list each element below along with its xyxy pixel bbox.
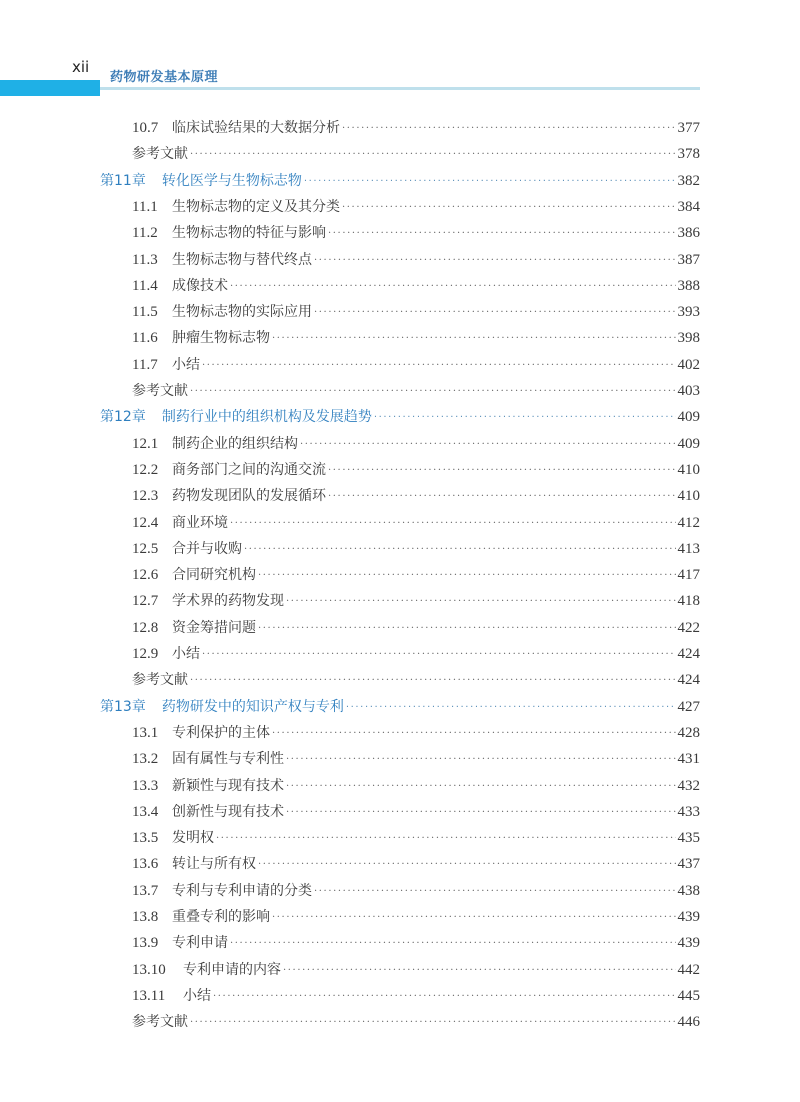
entry-title: 专利申请 xyxy=(172,935,228,952)
section-number: 13.1 xyxy=(132,724,159,741)
entry-title: 专利与专利申请的分类 xyxy=(172,882,312,899)
page-ref: 433 xyxy=(677,803,700,820)
dot-leader xyxy=(283,958,676,984)
toc-section-entry[interactable] xyxy=(132,220,700,246)
page-ref: 377 xyxy=(677,120,700,136)
dot-leader xyxy=(342,195,676,221)
section-number: 13.4 xyxy=(132,803,159,820)
toc-section-entry[interactable] xyxy=(132,457,700,483)
page-ref: 403 xyxy=(677,383,700,399)
dot-leader xyxy=(286,774,676,800)
dot-leader xyxy=(286,589,676,615)
page-ref: 387 xyxy=(677,251,700,268)
toc-section-entry[interactable] xyxy=(132,957,700,983)
section-number: 13.3 xyxy=(132,777,159,794)
toc-section-entry[interactable] xyxy=(132,904,700,930)
entry-title: 参考文献 xyxy=(132,1014,188,1031)
dot-leader xyxy=(304,169,676,195)
page-ref: 442 xyxy=(677,961,700,978)
toc-section-entry[interactable] xyxy=(132,930,700,956)
entry-title: 发明权 xyxy=(172,830,214,847)
toc-section-entry[interactable] xyxy=(132,562,700,588)
dot-leader xyxy=(230,931,676,957)
book-title: 药物研发基本原理 xyxy=(110,70,219,85)
page-ref: 382 xyxy=(677,172,700,189)
entry-title: 制药企业的组织结构 xyxy=(172,435,298,452)
dot-leader xyxy=(190,668,676,694)
section-number: 12.1 xyxy=(132,435,159,452)
toc-section-entry[interactable] xyxy=(132,641,700,667)
toc-section-entry[interactable] xyxy=(132,799,700,825)
entry-title: 小结 xyxy=(172,646,200,662)
page-ref: 398 xyxy=(677,330,700,347)
dot-leader xyxy=(314,879,676,905)
dot-leader xyxy=(230,511,676,537)
entry-title: 生物标志物的实际应用 xyxy=(172,304,312,321)
dot-leader xyxy=(190,1010,676,1036)
toc-section-entry[interactable] xyxy=(132,615,700,641)
page-ref: 438 xyxy=(677,882,700,899)
section-number: 13.2 xyxy=(132,751,159,768)
toc-section-entry[interactable] xyxy=(132,588,700,614)
dot-leader xyxy=(272,905,676,931)
entry-title: 创新性与现有技术 xyxy=(172,803,284,820)
page-ref: 402 xyxy=(677,356,700,373)
section-number: 12.2 xyxy=(132,461,159,478)
dot-leader xyxy=(328,221,676,247)
dot-leader xyxy=(190,379,676,405)
entry-title: 成像技术 xyxy=(172,277,228,294)
dot-leader xyxy=(374,405,676,431)
page-ref: 412 xyxy=(677,514,700,531)
toc-section-entry[interactable] xyxy=(132,194,700,220)
page-header xyxy=(0,0,800,110)
section-number: 11.3 xyxy=(132,251,158,268)
section-number: 12.6 xyxy=(132,567,159,584)
entry-title: 合同研究机构 xyxy=(172,567,256,584)
page-ref: 410 xyxy=(677,488,700,505)
toc-section-entry[interactable] xyxy=(132,483,700,509)
page-number: xii xyxy=(72,58,90,76)
entry-title: 商业环境 xyxy=(172,514,228,531)
chapter-number: 第11章 xyxy=(100,172,146,189)
entry-title: 小结 xyxy=(172,356,200,373)
section-number: 11.7 xyxy=(132,356,158,373)
entry-title: 参考文献 xyxy=(132,146,188,163)
dot-leader xyxy=(216,826,676,852)
dot-leader xyxy=(272,326,676,352)
page-ref: 410 xyxy=(677,461,700,478)
entry-title: 专利保护的主体 xyxy=(172,724,270,741)
dot-leader xyxy=(286,800,676,826)
section-number: 13.8 xyxy=(132,909,159,925)
section-number: 13.10 xyxy=(132,961,166,978)
entry-title: 学术界的药物发现 xyxy=(172,593,284,610)
section-number: 10.7 xyxy=(132,120,159,136)
entry-title: 资金筹措问题 xyxy=(172,619,256,636)
page-ref: 384 xyxy=(677,198,700,215)
dot-leader xyxy=(258,563,676,589)
toc-section-entry[interactable] xyxy=(132,273,700,299)
page-ref: 409 xyxy=(677,435,700,452)
toc-references-entry[interactable] xyxy=(132,667,700,693)
dot-leader xyxy=(300,432,676,458)
dot-leader xyxy=(230,274,676,300)
dot-leader xyxy=(258,852,676,878)
entry-title: 生物标志物的特征与影响 xyxy=(172,225,326,242)
dot-leader xyxy=(314,300,676,326)
toc-references-entry[interactable] xyxy=(132,378,700,404)
toc-section-entry[interactable] xyxy=(132,878,700,904)
section-number: 13.5 xyxy=(132,830,159,847)
page-ref: 446 xyxy=(677,1014,700,1031)
section-number: 12.8 xyxy=(132,619,159,636)
entry-title: 专利申请的内容 xyxy=(183,961,281,978)
section-number: 12.4 xyxy=(132,514,159,531)
page-ref: 422 xyxy=(677,619,700,636)
toc-section-entry[interactable] xyxy=(132,115,700,141)
page-ref: 413 xyxy=(677,540,700,557)
page-ref: 417 xyxy=(677,567,700,584)
dot-leader xyxy=(190,142,676,168)
toc-section-entry[interactable] xyxy=(132,299,700,325)
dot-leader xyxy=(258,616,676,642)
entry-title: 新颖性与现有技术 xyxy=(172,777,284,794)
chapter-number: 第13章 xyxy=(100,698,146,715)
page-ref: 428 xyxy=(677,724,700,741)
section-number: 12.5 xyxy=(132,540,159,557)
toc-references-entry[interactable] xyxy=(132,141,700,167)
entry-title: 小结 xyxy=(183,987,211,1004)
section-number: 13.7 xyxy=(132,882,159,899)
header-accent-bar xyxy=(0,80,100,96)
toc-chapter-entry[interactable] xyxy=(100,694,700,720)
page-ref: 435 xyxy=(677,830,700,847)
dot-leader xyxy=(213,984,676,1010)
page-ref: 445 xyxy=(677,987,700,1004)
entry-title: 转让与所有权 xyxy=(172,856,256,873)
header-rule xyxy=(100,87,700,90)
page-ref: 424 xyxy=(677,646,700,662)
section-number: 11.2 xyxy=(132,225,158,242)
page-ref: 393 xyxy=(677,304,700,321)
entry-title: 固有属性与专利性 xyxy=(172,751,284,768)
dot-leader xyxy=(328,484,676,510)
toc-section-entry[interactable] xyxy=(132,431,700,457)
entry-title: 参考文献 xyxy=(132,383,188,399)
entry-title: 生物标志物与替代终点 xyxy=(172,251,312,268)
toc-section-entry[interactable] xyxy=(132,536,700,562)
toc-section-entry[interactable] xyxy=(132,247,700,273)
section-number: 12.3 xyxy=(132,488,159,505)
section-number: 13.6 xyxy=(132,856,159,873)
toc-section-entry[interactable] xyxy=(132,325,700,351)
entry-title: 合并与收购 xyxy=(172,540,242,557)
entry-title: 重叠专利的影响 xyxy=(172,909,270,925)
entry-title: 转化医学与生物标志物 xyxy=(161,172,302,189)
toc-section-entry[interactable] xyxy=(132,352,700,378)
dot-leader xyxy=(328,458,676,484)
page-ref: 418 xyxy=(677,593,700,610)
toc-section-entry[interactable] xyxy=(132,825,700,851)
toc-section-entry[interactable] xyxy=(132,510,700,536)
section-number: 11.5 xyxy=(132,304,158,321)
toc-section-entry[interactable] xyxy=(132,746,700,772)
chapter-number: 第12章 xyxy=(100,409,146,426)
page-ref: 431 xyxy=(677,751,700,768)
dot-leader xyxy=(342,116,676,142)
page-ref: 388 xyxy=(677,277,700,294)
dot-leader xyxy=(272,721,676,747)
dot-leader xyxy=(244,537,676,563)
page-ref: 432 xyxy=(677,777,700,794)
entry-title: 药物研发中的知识产权与专利 xyxy=(161,698,344,715)
section-number: 12.7 xyxy=(132,593,159,610)
toc-section-entry[interactable] xyxy=(132,983,700,1009)
toc-chapter-entry[interactable] xyxy=(100,404,700,430)
section-number: 12.9 xyxy=(132,646,159,662)
page-ref: 378 xyxy=(677,146,700,163)
dot-leader xyxy=(314,248,676,274)
toc-chapter-entry[interactable] xyxy=(100,168,700,194)
dot-leader xyxy=(346,695,676,721)
entry-title: 药物发现团队的发展循环 xyxy=(172,488,326,505)
dot-leader xyxy=(202,642,676,668)
entry-title: 临床试验结果的大数据分析 xyxy=(172,120,340,136)
section-number: 13.11 xyxy=(132,987,166,1004)
page-ref: 439 xyxy=(677,935,700,952)
toc-section-entry[interactable] xyxy=(132,851,700,877)
page-ref: 439 xyxy=(677,909,700,925)
page-ref: 424 xyxy=(677,672,700,689)
dot-leader xyxy=(286,747,676,773)
entry-title: 商务部门之间的沟通交流 xyxy=(172,461,326,478)
section-number: 11.4 xyxy=(132,277,158,294)
dot-leader xyxy=(202,353,676,379)
section-number: 13.9 xyxy=(132,935,159,952)
page-ref: 386 xyxy=(677,225,700,242)
page-ref: 409 xyxy=(677,409,700,426)
entry-title: 制药行业中的组织机构及发展趋势 xyxy=(161,409,372,426)
entry-title: 参考文献 xyxy=(132,672,188,689)
page-ref: 437 xyxy=(677,856,700,873)
toc-references-entry[interactable] xyxy=(132,1009,700,1035)
toc-section-entry[interactable] xyxy=(132,773,700,799)
section-number: 11.1 xyxy=(132,198,158,215)
entry-title: 生物标志物的定义及其分类 xyxy=(172,198,340,215)
section-number: 11.6 xyxy=(132,330,158,347)
toc-section-entry[interactable] xyxy=(132,720,700,746)
entry-title: 肿瘤生物标志物 xyxy=(172,330,270,347)
page-ref: 427 xyxy=(677,698,700,715)
